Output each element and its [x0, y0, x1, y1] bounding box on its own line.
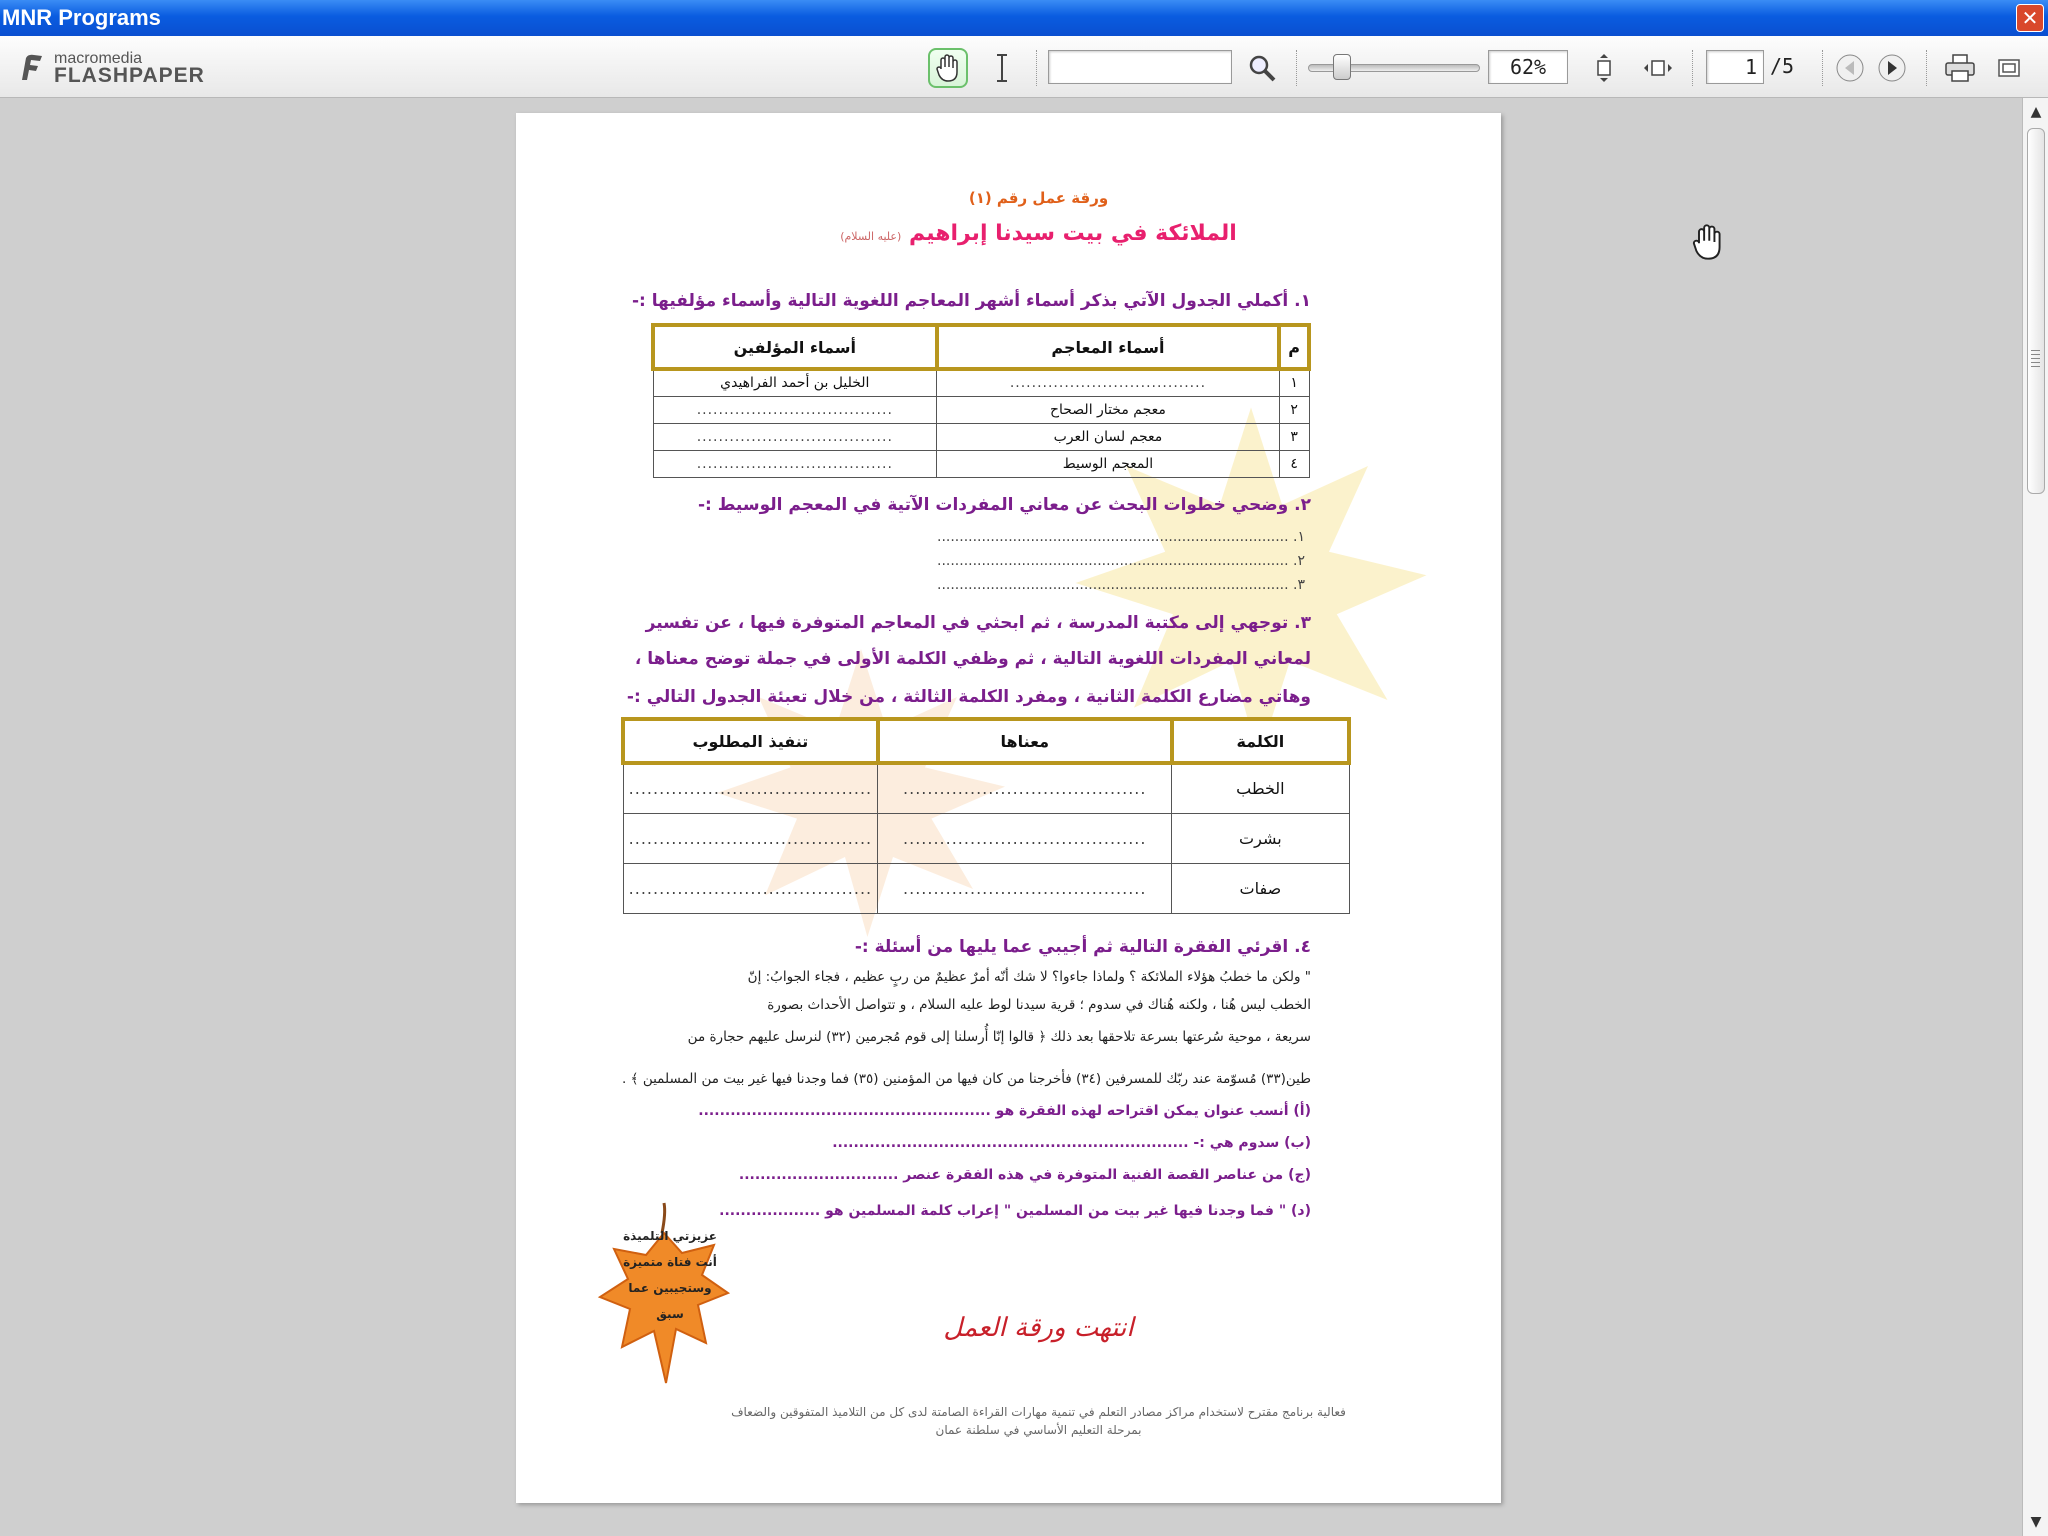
- flashpaper-logo-icon: [16, 52, 46, 82]
- table-header: تنفيذ المطلوب: [623, 719, 878, 763]
- worksheet-title: [516, 221, 1501, 246]
- leaf-note: عزيزتي التلميذة أنت فتاة متميزة وستجيبين عما سبق: [623, 1229, 717, 1321]
- table-cell: الخليل بن أحمد الفراهيدي: [653, 369, 937, 396]
- fit-page-icon: [1589, 53, 1619, 83]
- fit-width-button[interactable]: [1638, 48, 1678, 88]
- table-cell: معجم لسان العرب: [937, 423, 1280, 450]
- worksheet-title-text: الملائكة في بيت سيدنا إبراهيم: [908, 221, 1237, 246]
- question-3-line: وهاتي مضارع الكلمة الثانية ، ومفرد الكلمة الثالثة ، من خلال تعبئة الجدول التالي :-: [626, 687, 1311, 707]
- toolbar-separator: [1296, 50, 1297, 86]
- fit-width-icon: [1643, 53, 1673, 83]
- text-select-icon: [994, 53, 1010, 83]
- next-page-icon: [1877, 53, 1907, 83]
- table-cell: ....................................: [653, 423, 937, 450]
- paragraph-line: سريعة ، موحية سُرعتها بسرعة تلاحقها بعد ذلك ﴿ قالوا إنّا أُرسلنا إلى قوم مُجرمين (٣٢) لنرسل عليهم حجارة من: [687, 1029, 1311, 1045]
- table-cell: ٢: [1279, 396, 1309, 423]
- print-button[interactable]: [1940, 48, 1980, 88]
- scroll-up-arrow[interactable]: ▲: [2030, 104, 2042, 120]
- table-header: م: [1279, 325, 1309, 369]
- question-4: ٤. اقرئي الفقرة التالية ثم أجيبي عما يليها من أسئلة :-: [854, 937, 1311, 957]
- next-page-button[interactable]: [1874, 48, 1910, 88]
- answer-line: ١. ...............................................................................: [937, 529, 1305, 545]
- paragraph-line: الخطب ليس هُنا ، ولكنه هُناك في سدوم ؛ قرية سيدنا لوط عليه السلام ، و تتواصل الأحداث بصورة: [767, 997, 1311, 1013]
- table-cell: ٣: [1279, 423, 1309, 450]
- worksheet-number: ورقة عمل رقم (١): [968, 189, 1109, 207]
- table-cell: بشرت: [1172, 813, 1349, 863]
- logo-line1: macromedia: [54, 50, 143, 67]
- fit-page-button[interactable]: [1584, 48, 1624, 88]
- table-cell: ٤: [1279, 450, 1309, 477]
- window-titlebar: [0, 0, 2048, 36]
- toolbar: [0, 36, 2048, 98]
- paragraph-line: " ولكن ما خطبُ هؤلاء الملائكة ؟ ولماذا جاءوا؟ لا شك أنّه أمرٌ عظيمٌ من ربٍ عظيم ، فجاء الجوابُ: إنّ: [747, 969, 1311, 985]
- table-cell: ١: [1279, 369, 1309, 396]
- table-row: [653, 369, 1309, 396]
- table-header-row: [623, 719, 1349, 763]
- end-of-worksheet: انتهت ورقة العمل: [943, 1313, 1134, 1343]
- page-number-field[interactable]: 1: [1706, 50, 1764, 84]
- title-honorific: (عليه السلام): [840, 230, 902, 243]
- table-header: معناها: [878, 719, 1172, 763]
- footer-line: فعالية برنامج مقترح لاستخدام مراكز مصادر التعلم في تنمية مهارات القراءة الصامتة لدى كل من التلاميذ المتفوقين والضعاف: [731, 1405, 1346, 1419]
- table-header: الكلمة: [1172, 719, 1349, 763]
- paragraph-line: طين(٣٣) مُسوّمة عند ربّك للمسرفين (٣٤) فأخرجنا من كان فيها من المؤمنين (٣٥) فما وجدنا فيها غير بيت من المسلمين ﴾ .: [622, 1071, 1311, 1087]
- sub-question-d: (د) " فما وجدنا فيها غير بيت من المسلمين " إعراب كلمة المسلمين هو ...................: [719, 1203, 1311, 1219]
- scroll-down-arrow[interactable]: ▼: [2030, 1514, 2042, 1530]
- search-input[interactable]: [1048, 50, 1232, 84]
- sub-question-a: (أ) أنسب عنوان يمكن اقتراحه لهذه الفقرة هو .......................................................: [698, 1103, 1311, 1119]
- fullscreen-button[interactable]: [1994, 48, 2024, 88]
- zoom-field[interactable]: 62%: [1488, 50, 1568, 84]
- window-title: MNR Programs: [2, 5, 161, 30]
- zoom-slider-knob[interactable]: [1333, 54, 1351, 80]
- close-button[interactable]: ✕: [2016, 4, 2044, 32]
- footer-line: بمرحلة التعليم الأساسي في سلطنة عمان: [935, 1423, 1142, 1437]
- sub-question-c: (ج) من عناصر القصة الفنية المتوفرة في هذه الفقرة عنصر ..............................: [738, 1167, 1311, 1183]
- table-cell: ........................................: [623, 813, 878, 863]
- table-cell: ........................................: [878, 863, 1172, 913]
- table-cell: ....................................: [653, 396, 937, 423]
- fullscreen-icon: [1997, 56, 2021, 80]
- scroll-grip: [2031, 350, 2040, 370]
- vertical-scrollbar[interactable]: [2022, 98, 2048, 1536]
- table-header: أسماء المؤلفين: [653, 325, 937, 369]
- table-row: [653, 423, 1309, 450]
- table-header-row: [653, 325, 1309, 369]
- page-total-label: /5: [1770, 54, 1795, 78]
- text-select-button[interactable]: [982, 48, 1022, 88]
- table-row: [623, 863, 1349, 913]
- sub-question-b: (ب) سدوم هي :- ...................................................................: [832, 1135, 1311, 1151]
- scroll-thumb[interactable]: [2027, 128, 2045, 494]
- question-3-line: لمعاني المفردات اللغوية التالية ، ثم وظفي الكلمة الأولى في جملة توضح معناها ،: [634, 649, 1311, 669]
- answer-line: ٢. ...............................................................................: [937, 553, 1305, 569]
- table-cell: ........................................: [878, 763, 1172, 813]
- toolbar-separator: [1036, 50, 1037, 86]
- question-2: ٢. وضحي خطوات البحث عن معاني المفردات الآتية في المعجم الوسيط :-: [697, 495, 1311, 515]
- table-header: أسماء المعاجم: [937, 325, 1280, 369]
- table-cell: الخطب: [1172, 763, 1349, 813]
- prev-page-icon: [1835, 53, 1865, 83]
- toolbar-separator: [1692, 50, 1693, 86]
- toolbar-separator: [1926, 50, 1927, 86]
- table-cell: صفات: [1172, 863, 1349, 913]
- document-page: [516, 113, 1501, 1503]
- search-icon: [1247, 53, 1277, 83]
- hand-tool-button[interactable]: [928, 48, 968, 88]
- hand-cursor-icon: [1690, 222, 1726, 262]
- question-1: ١. أكملي الجدول الآتي بذكر أسماء أشهر المعاجم اللغوية التالية وأسماء مؤلفيها :-: [631, 291, 1311, 311]
- toolbar-separator: [1822, 50, 1823, 86]
- print-icon: [1944, 53, 1976, 83]
- logo-line2: FLASHPAPER: [54, 64, 205, 87]
- prev-page-button[interactable]: [1832, 48, 1868, 88]
- table-row: [653, 396, 1309, 423]
- dictionaries-table: [651, 323, 1311, 478]
- search-button[interactable]: [1242, 48, 1282, 88]
- vocabulary-table: [621, 717, 1351, 914]
- hand-icon: [934, 53, 962, 83]
- answer-line: ٣. ...............................................................................: [937, 577, 1305, 593]
- table-row: [653, 450, 1309, 477]
- table-row: [623, 763, 1349, 813]
- table-cell: ........................................: [878, 813, 1172, 863]
- question-3-line: ٣. توجهي إلى مكتبة المدرسة ، ثم ابحثي في المعاجم المتوفرة فيها ، عن تفسير: [645, 613, 1311, 633]
- table-cell: ....................................: [653, 450, 937, 477]
- table-cell: ........................................: [623, 863, 878, 913]
- table-cell: المعجم الوسيط: [937, 450, 1280, 477]
- table-cell: معجم مختار الصحاح: [937, 396, 1280, 423]
- table-cell: ........................................: [623, 763, 878, 813]
- table-cell: ....................................: [937, 369, 1280, 396]
- table-row: [623, 813, 1349, 863]
